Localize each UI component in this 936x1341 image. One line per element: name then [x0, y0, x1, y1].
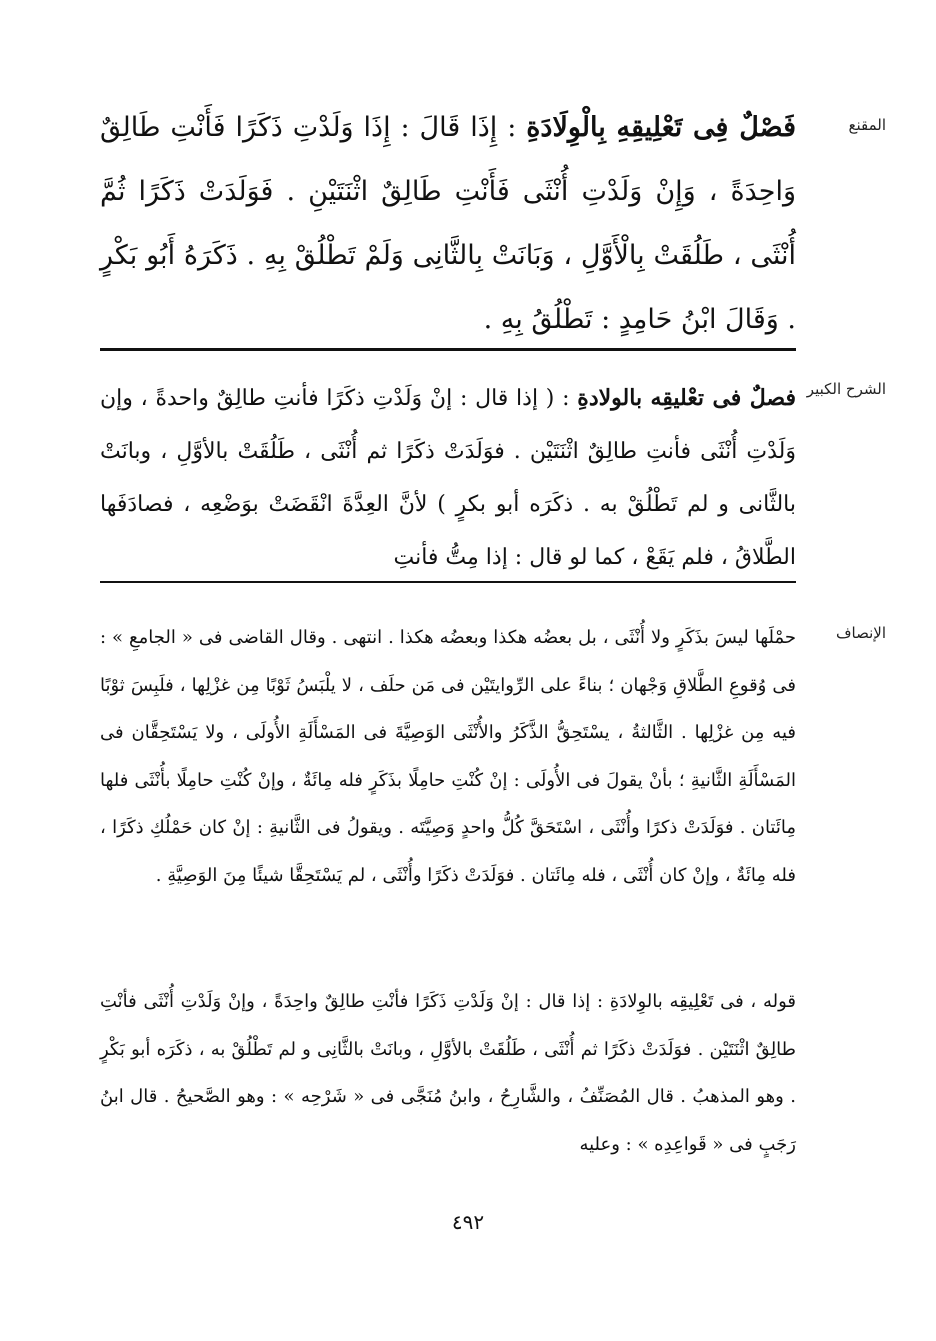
muqni-text: [100, 96, 796, 352]
insaf-paragraph-2: [100, 978, 796, 1168]
muqni-body: : إِذَا قَالَ : إِذَا وَلَدْتِ ذَكَرًا فَأَنْتِ طَالِقٌ وَاحِدَةً ، وَإِنْ وَلَدْتِ أُنْثَى فَأَنْتِ طَالِقٌ اثْنَتَيْنِ . فَوَلَدَتْ ذَكَرًا ثُمَّ أُنْثَى ، طَلُقَتْ بِالْأَوَّلِ ، وَبَانَتْ بِالثَّانِى وَلَمْ تَطْلُقْ بِهِ . ذَكَرَهُ أَبُو بَكْرٍ . وَقَالَ ابْنُ حَامِدٍ : تَطْلُقُ بِهِ .: [100, 112, 796, 335]
label-muqni: المقنع: [848, 116, 886, 134]
label-insaf: الإنصاف: [835, 624, 886, 642]
page-number: ٤٩٢: [451, 1210, 485, 1234]
sharh-text: [100, 372, 796, 584]
insaf-paragraph-1: [100, 614, 796, 899]
sharh-body: : ( إذا قال : إنْ وَلَدْتِ ذكَرًا فأنتِ طالِقٌ واحدةً ، وإن وَلَدْتِ أُنْثَى فأنتِ طالِقٌ اثْنَتَيْن . فوَلَدَتْ ذكَرًا ثم أُنْثَى ، طَلُقَتْ بالأوَّلِ ، وبانَتْ بالثَّانى و لم تَطْلُقْ به . ذكَرَه أبو بكرٍ ) لأنَّ العِدَّةَ انْقَضَتْ بوَضْعِه ، فصادَفَها الطَّلاقُ ، فلم يَقَعْ ، كما لو قال : إذا مِتُّ فأنتِ: [100, 386, 796, 570]
sharh-heading: فصلٌ فى تعْليقِه بالولادةِ: [577, 385, 796, 411]
section-divider-thin: [100, 581, 796, 583]
insaf-para2-text: قوله ، فى تَعْلِيقِه بالوِلادَةِ : إذا قال : إنْ وَلَدْتِ ذَكَرًا فأنْتِ طالِقٌ واحِدَةً ، وإنْ وَلَدْتِ أُنْثَى فأنْتِ طالِقٌ اثْنَتَيْن . فوَلَدَتْ ذكَرًا ثم أُنْثَى ، طَلُقَتْ بالأوَّلِ ، وبانَتْ بالثَّانِى و لم تَطْلُقْ به ، ذكَرَه أبو بَكْرٍ . وهو المذهبُ . قال المُصَنِّفُ ، والشَّارِحُ ، وابنُ مُنَجَّى فى « شَرْحِه » : وهو الصَّحيحُ . قال ابنُ رَجَبٍ فى « قَواعِدِه » : وعليه: [100, 991, 796, 1155]
section-divider-thick: [100, 348, 796, 351]
insaf-para1-text: حمْلَها ليسَ بذَكَرٍ ولا أُنْثَى ، بل بعضُه هكذا وبعضُه هكذا . انتهى . وقال القاضى فى « الجامعِ » : فى وُقوعِ الطَّلاقِ وَجْهان ؛ بناءً على الرِّوايتَيْن فى مَن حلَف ، لا يلْبَسُ ثَوْبًا مِن غزْلِها ، فلَبِسَ ثوْبًا فيه مِن غزْلِها . الثَّالثةُ ، يسْتَحِقُّ الذَّكَرُ والأُنْثَى الوَصِيَّةَ فى المَسْأَلَةِ الأُولَى ، ولا يَسْتَحِقَّان فى المَسْأَلَةِ الثَّانيةِ ؛ بأنْ يقولَ فى الأُولَى : إنْ كُنْتِ حامِلًا بذَكَرٍ فله مِائَةٌ ، وإنْ كُنْتِ حامِلًا بأُنْثَى فلها مِائَتان . فوَلَدَتْ ذكرًا وأُنْثَى ، اسْتَحَقَّ كُلُّ واحدٍ وَصِيَّتَه . ويقولُ فى الثَّانيةِ : إنْ كان حَمْلُكِ ذكَرًا ، فله مِائَةٌ ، وإنْ كان أُنْثَى ، فله مِائَتان . فوَلَدَتْ ذكَرًا وأُنْثَى ، لم يَسْتَحِقَّا شيئًا مِنَ الوَصِيَّةِ .: [100, 627, 796, 886]
muqni-heading: فَصْلٌ فِى تَعْلِيقِهِ بِالْوِلَادَةِ: [526, 112, 796, 143]
label-sharh: الشرح الكبير: [806, 380, 886, 398]
